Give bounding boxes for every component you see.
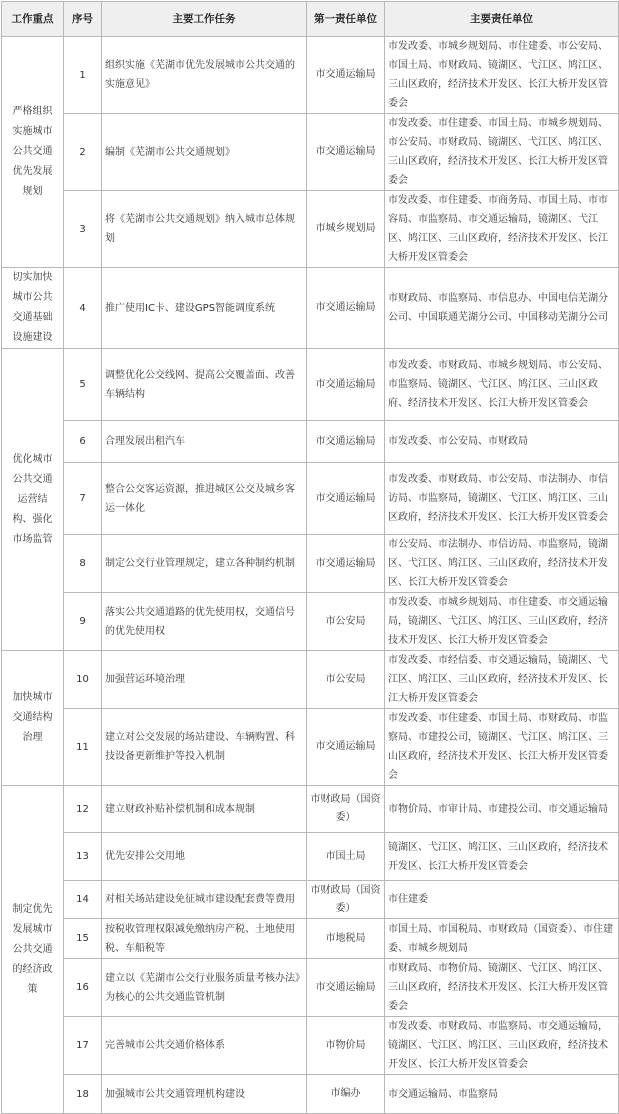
responsibility-table — [1, 1, 619, 1114]
row-number: 2 — [64, 114, 102, 191]
task-cell: 将《芜湖市公共交通规划》纳入城市总体规划 — [102, 191, 307, 268]
table-row — [2, 268, 619, 349]
main-units-cell: 市发改委、市财政局、市城乡规划局、市公安局、市监察局、镜湖区、弋江区、鸠江区、三山区政府、经济技术开发区、长江大桥开发区管委会 — [385, 349, 619, 421]
task-cell: 调整优化公交线网、提高公交覆盖面、改善车辆结构 — [102, 349, 307, 421]
main-units-cell: 市发改委、市住建委、市国土局、市城乡规划局、市公安局、市财政局、镜湖区、弋江区、鸠江区、三山区政府，经济技术开发区、长江大桥开发区管委会 — [385, 114, 619, 191]
main-units-cell: 市财政局、市物价局、镜湖区、弋江区、鸠江区、三山区政府，经济技术开发区、长江大桥开发区管委会 — [385, 959, 619, 1017]
table-row — [2, 786, 619, 833]
task-cell: 建立财政补贴补偿机制和成本规制 — [102, 786, 307, 833]
table-row — [2, 919, 619, 959]
first-unit-cell: 市公安局 — [307, 593, 385, 651]
table-row — [2, 349, 619, 421]
table-row — [2, 114, 619, 191]
task-cell: 完善城市公共交通价格体系 — [102, 1017, 307, 1075]
main-units-cell: 市发改委、市公安局、市财政局 — [385, 421, 619, 463]
main-units-cell: 市财政局、市监察局、市信息办、中国电信芜湖分公司、中国联通芜湖分公司、中国移动芜湖分公司 — [385, 268, 619, 349]
table-row — [2, 463, 619, 535]
focus-cell: 切实加快城市公共交通基础设施建设 — [2, 268, 64, 349]
table-row — [2, 1075, 619, 1114]
header-focus: 工作重点 — [2, 2, 64, 37]
table-row — [2, 593, 619, 651]
task-cell: 建立以《芜湖市公交行业服务质量考核办法》为核心的公共交通监管机制 — [102, 959, 307, 1017]
row-number: 4 — [64, 268, 102, 349]
first-unit-cell: 市交通运输局 — [307, 37, 385, 114]
row-number: 16 — [64, 959, 102, 1017]
first-unit-cell: 市交通运输局 — [307, 268, 385, 349]
row-number: 11 — [64, 709, 102, 786]
task-cell: 推广使用IC卡、建设GPS智能调度系统 — [102, 268, 307, 349]
header-first-unit: 第一责任单位 — [307, 2, 385, 37]
task-cell: 制定公交行业管理规定，建立各种制约机制 — [102, 535, 307, 593]
first-unit-cell: 市城乡规划局 — [307, 191, 385, 268]
table-row — [2, 535, 619, 593]
task-cell: 加强城市公共交通管理机构建设 — [102, 1075, 307, 1114]
main-units-cell: 市发改委、市住建委、市国土局、市财政局、市监察局、市建投公司，镜湖区、弋江区、鸠江区、三山区政府，经济技术开发区、长江大桥开发区管委会 — [385, 709, 619, 786]
first-unit-cell: 市交通运输局 — [307, 114, 385, 191]
main-units-cell: 市公安局、市法制办、市信访局、市监察局，镜湖区、弋江区、鸠江区、三山区政府，经济技术开发区、长江大桥开发区管委会 — [385, 535, 619, 593]
header-task: 主要工作任务 — [102, 2, 307, 37]
task-cell: 整合公交客运资源，推进城区公交及城乡客运一体化 — [102, 463, 307, 535]
row-number: 3 — [64, 191, 102, 268]
first-unit-cell: 市交通运输局 — [307, 463, 385, 535]
row-number: 13 — [64, 833, 102, 881]
table-body — [2, 37, 619, 1114]
main-units-cell: 市发改委、市经信委、市交通运输局，镜湖区、弋江区、鸠江区、三山区政府，经济技术开发区、长江大桥开发区管委会 — [385, 651, 619, 709]
table-row — [2, 959, 619, 1017]
row-number: 15 — [64, 919, 102, 959]
row-number: 8 — [64, 535, 102, 593]
table-row — [2, 651, 619, 709]
table-row — [2, 709, 619, 786]
main-units-cell: 市住建委 — [385, 881, 619, 919]
row-number: 10 — [64, 651, 102, 709]
focus-cell: 严格组织实施城市公共交通优先发展规划 — [2, 37, 64, 268]
header-number: 序号 — [64, 2, 102, 37]
row-number: 18 — [64, 1075, 102, 1114]
task-cell: 组织实施《芜湖市优先发展城市公共交通的实施意见》 — [102, 37, 307, 114]
focus-cell: 优化城市公共交通运营结构、强化市场监管 — [2, 349, 64, 651]
task-cell: 优先安排公交用地 — [102, 833, 307, 881]
task-cell: 合理发展出租汽车 — [102, 421, 307, 463]
first-unit-cell: 市交通运输局 — [307, 535, 385, 593]
task-cell: 加强营运环境治理 — [102, 651, 307, 709]
main-units-cell: 市发改委、市财政局、市公安局、市法制办、市信访局、市监察局，镜湖区、弋江区、鸠江区、三山区政府，经济技术开发区、长江大桥开发区管委会 — [385, 463, 619, 535]
main-units-cell: 市发改委、市城乡规划局、市住建委、市公安局、市国土局、市财政局、镜湖区、弋江区、鸠江区、三山区政府，经济技术开发区、长江大桥开发区管委会 — [385, 37, 619, 114]
task-cell: 按税收管理权限减免缴纳房产税、土地使用税、车船税等 — [102, 919, 307, 959]
focus-cell: 制定优先发展城市公共交通的经济政策 — [2, 786, 64, 1114]
row-number: 5 — [64, 349, 102, 421]
row-number: 6 — [64, 421, 102, 463]
first-unit-cell: 市交通运输局 — [307, 421, 385, 463]
main-units-cell: 市发改委、市财政局、市监察局、市交通运输局，镜湖区、弋江区、鸠江区、三山区政府，经济技术开发区、长江大桥开发区管委会 — [385, 1017, 619, 1075]
main-units-cell: 市发改委、市城乡规划局、市住建委、市交通运输局，镜湖区、弋江区、鸠江区、三山区政府，经济技术开发区、长江大桥开发区管委会 — [385, 593, 619, 651]
task-cell: 建立对公交发展的场站建设、车辆购置、科技设备更新维护等投入机制 — [102, 709, 307, 786]
header-main-units: 主要责任单位 — [385, 2, 619, 37]
first-unit-cell: 市交通运输局 — [307, 959, 385, 1017]
row-number: 1 — [64, 37, 102, 114]
first-unit-cell: 市地税局 — [307, 919, 385, 959]
main-units-cell: 市国土局、市国税局、市财政局（国资委）、市住建委、市城乡规划局 — [385, 919, 619, 959]
focus-cell: 加快城市交通结构治理 — [2, 651, 64, 786]
header-row — [2, 2, 619, 37]
first-unit-cell: 市物价局 — [307, 1017, 385, 1075]
row-number: 7 — [64, 463, 102, 535]
row-number: 9 — [64, 593, 102, 651]
first-unit-cell: 市编办 — [307, 1075, 385, 1114]
row-number: 12 — [64, 786, 102, 833]
task-cell: 落实公共交通道路的优先使用权，交通信号的优先使用权 — [102, 593, 307, 651]
row-number: 17 — [64, 1017, 102, 1075]
table-row — [2, 833, 619, 881]
first-unit-cell: 市公安局 — [307, 651, 385, 709]
table-row — [2, 881, 619, 919]
first-unit-cell: 市财政局（国资委） — [307, 786, 385, 833]
main-units-cell: 市物价局、市审计局、市建投公司、市交通运输局 — [385, 786, 619, 833]
first-unit-cell: 市交通运输局 — [307, 709, 385, 786]
table-row — [2, 191, 619, 268]
first-unit-cell: 市财政局（国资委） — [307, 881, 385, 919]
first-unit-cell: 市国土局 — [307, 833, 385, 881]
main-units-cell: 市发改委、市住建委、市商务局、市国土局、市市容局、市监察局、市交通运输局，镜湖区、弋江区、鸠江区、三山区政府，经济技术开发区、长江大桥开发区管委会 — [385, 191, 619, 268]
table-row — [2, 37, 619, 114]
task-cell: 编制《芜湖市公共交通规划》 — [102, 114, 307, 191]
table-row — [2, 1017, 619, 1075]
main-units-cell: 镜湖区、弋江区、鸠江区、三山区政府，经济技术开发区、长江大桥开发区管委会 — [385, 833, 619, 881]
main-units-cell: 市交通运输局、市监察局 — [385, 1075, 619, 1114]
first-unit-cell: 市交通运输局 — [307, 349, 385, 421]
row-number: 14 — [64, 881, 102, 919]
task-cell: 对相关场站建设免征城市建设配套费等费用 — [102, 881, 307, 919]
table-row — [2, 421, 619, 463]
